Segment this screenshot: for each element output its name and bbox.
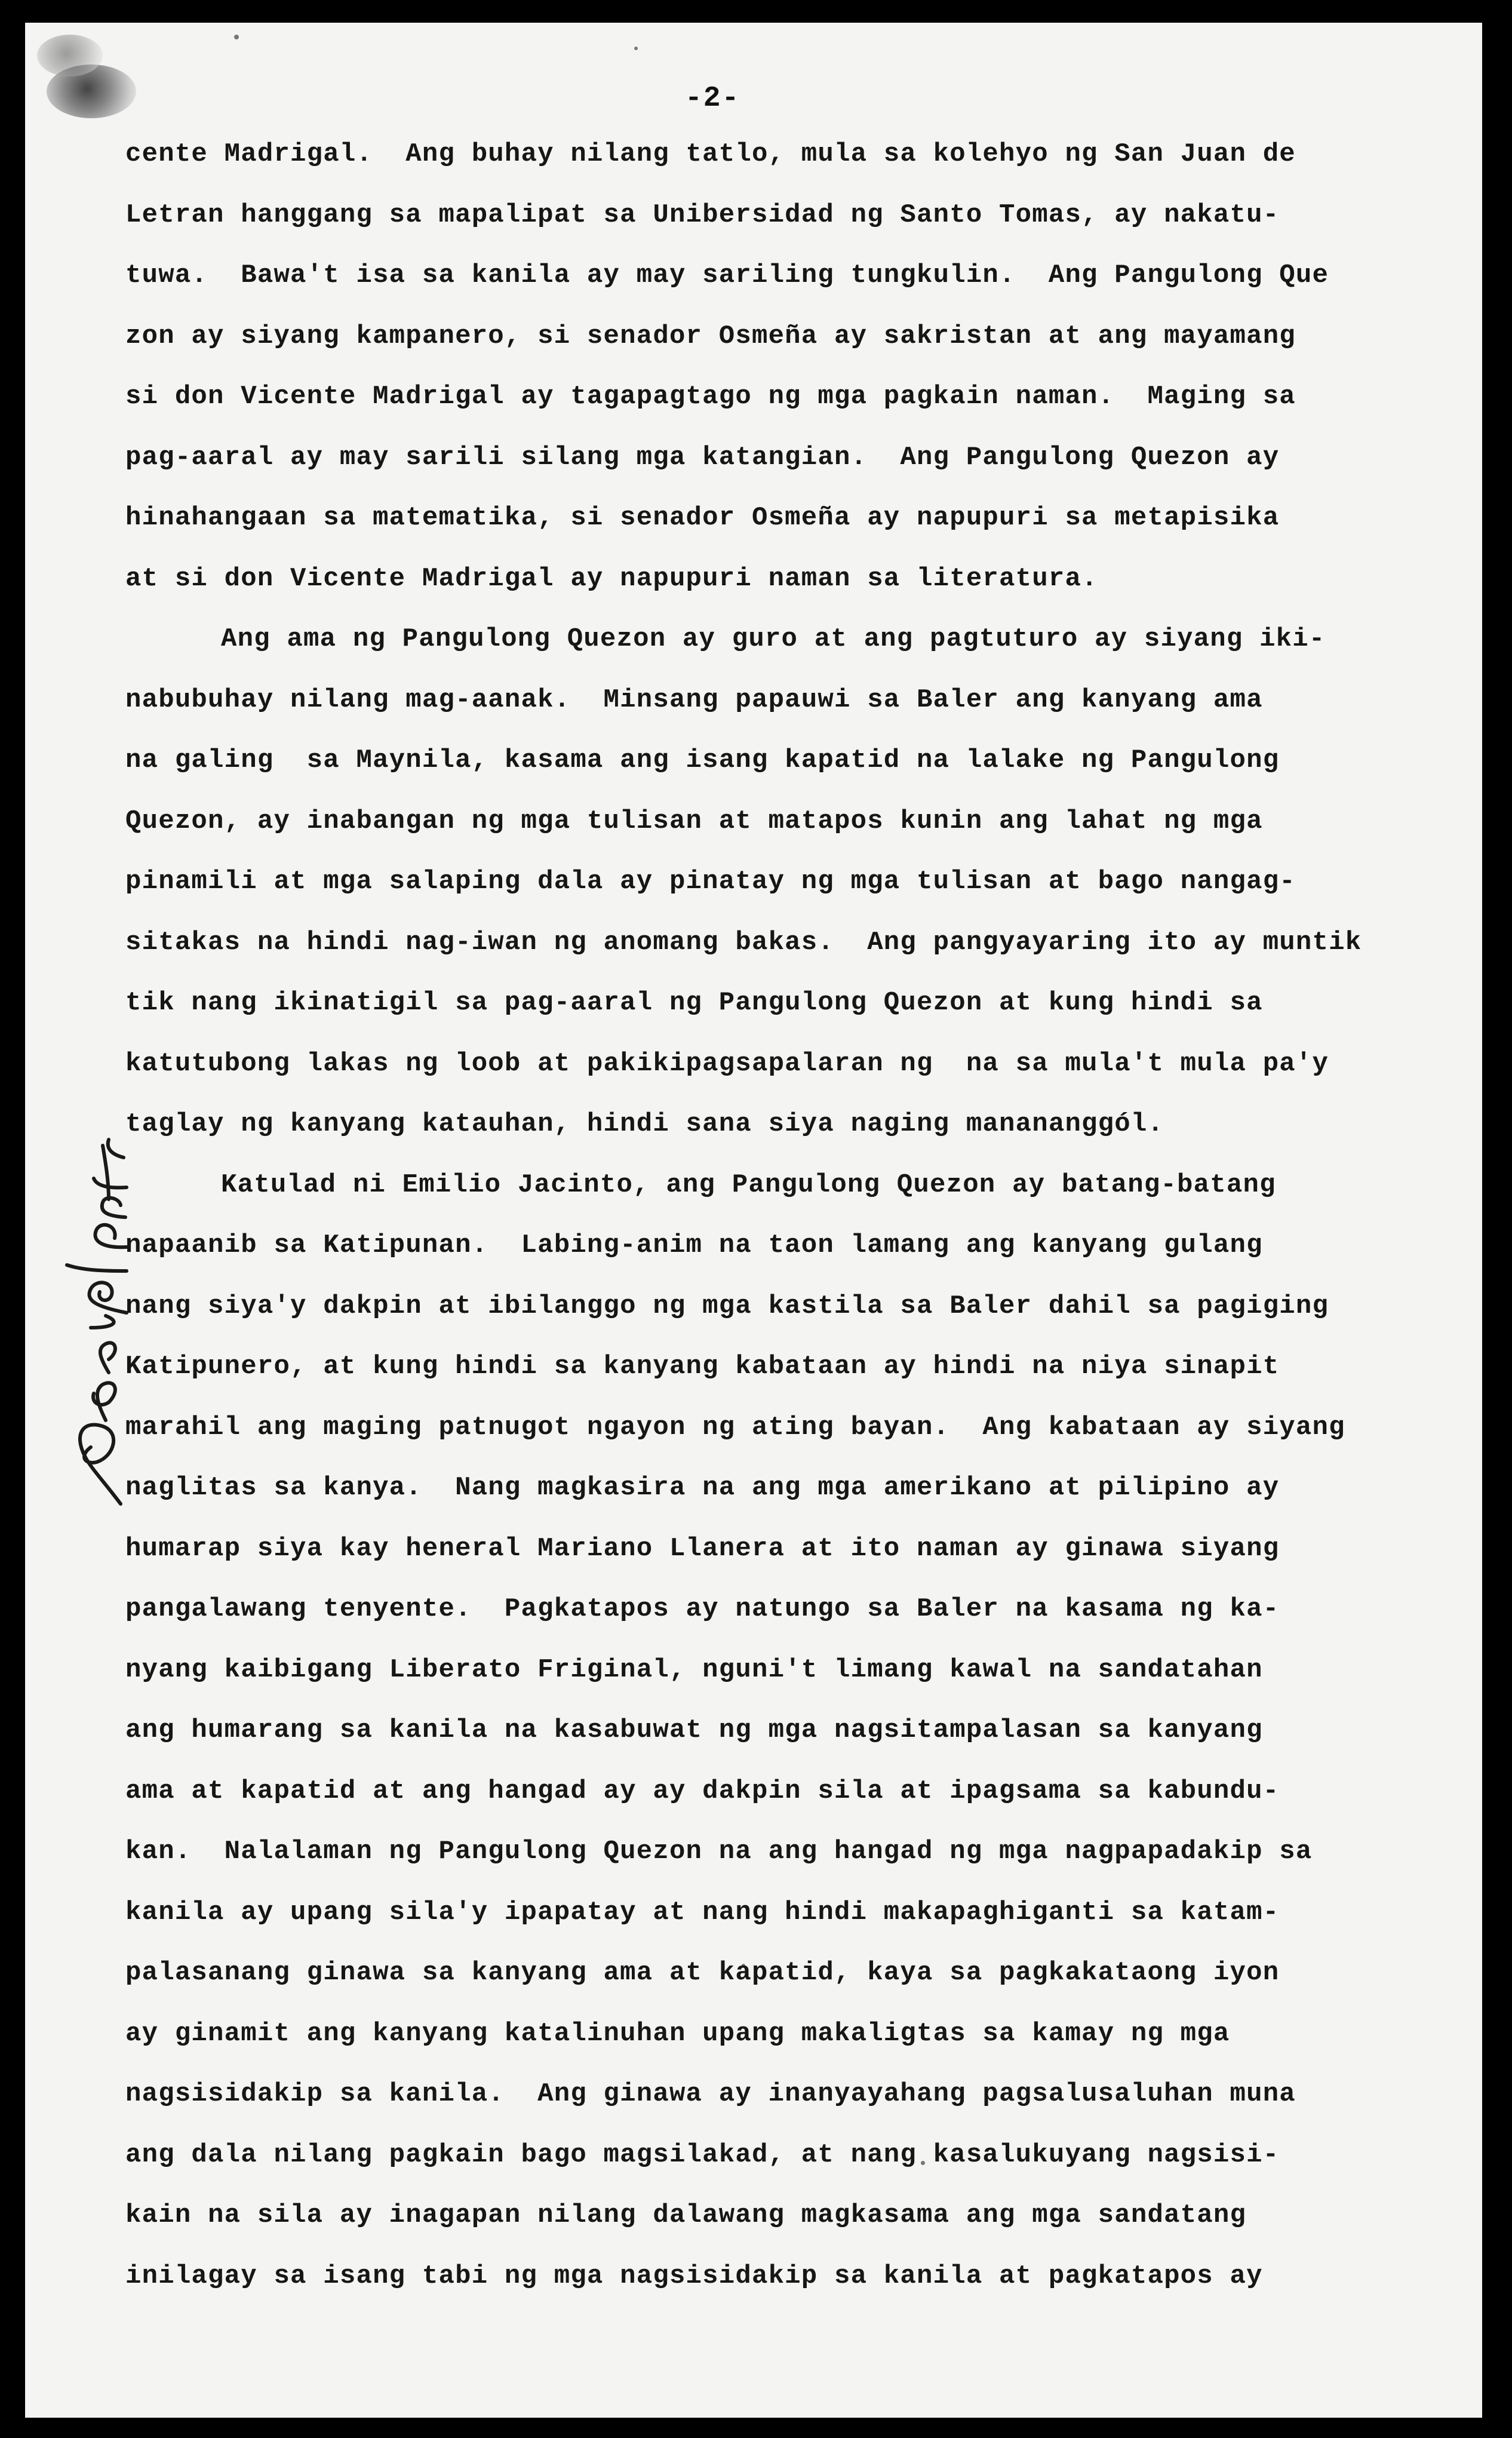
text-line: inilagay sa isang tabi ng mga nagsisidakip sa kanila at pagkatapos ay	[125, 2261, 1263, 2291]
text-line: taglay ng kanyang katauhan, hindi sana siya naging manananggól.	[125, 1109, 1164, 1139]
text-line: Katulad ni Emilio Jacinto, ang Pangulong Quezon ay batang-batang	[221, 1169, 1276, 1200]
text-line: palasanang ginawa sa kanyang ama at kapatid, kaya sa pagkakataong iyon	[125, 1958, 1280, 1988]
text-line: pinamili at mga salaping dala ay pinatay ng mga tulisan at bago nangag-	[125, 867, 1296, 896]
document-page	[25, 23, 1482, 2418]
text-line: hinahangaan sa matematika, si senador Osmeña ay napupuri sa metapisika	[125, 503, 1280, 533]
text-line: nagsisidakip sa kanila. Ang ginawa ay inanyayahang pagsalusaluhan muna	[125, 2079, 1296, 2109]
text-line: marahil ang maging patnugot ngayon ng ating bayan. Ang kabataan ay siyang	[125, 1412, 1345, 1442]
text-line: kan. Nalalaman ng Pangulong Quezon na ang hangad ng mga nagpapadakip sa	[125, 1837, 1313, 1866]
text-line: napaanib sa Katipunan. Labing-anim na taon lamang ang kanyang gulang	[125, 1230, 1263, 1260]
text-line: ama at kapatid at ang hangad ay ay dakpin sila at ipagsama sa kabundu-	[125, 1776, 1280, 1806]
text-line: pag-aaral ay may sarili silang mga katangian. Ang Pangulong Quezon ay	[125, 442, 1280, 472]
text-line: si don Vicente Madrigal ay tagapagtago ng mga pagkain naman. Maging sa	[125, 382, 1296, 412]
text-line: nyang kaibigang Liberato Friginal, nguni't limang kawal na sandatahan	[125, 1654, 1263, 1685]
text-line: tik nang ikinatigil sa pag-aaral ng Pangulong Quezon at kung hindi sa	[125, 988, 1263, 1018]
text-line: humarap siya kay heneral Mariano Llanera at ito naman ay ginawa siyang	[125, 1533, 1280, 1564]
text-line: tuwa. Bawa't isa sa kanila ay may sariling tungkulin. Ang Pangulong Que	[125, 260, 1329, 290]
text-line: Letran hanggang sa mapalipat sa Unibersidad ng Santo Tomas, ay nakatu-	[125, 199, 1280, 230]
text-line: ang dala nilang pagkain bago magsilakad, at nang kasalukuyang nagsisi-	[125, 2139, 1280, 2170]
text-line: nang siya'y dakpin at ibilanggo ng mga kastila sa Baler dahil sa pagiging	[125, 1291, 1329, 1321]
text-line: na galing sa Maynila, kasama ang isang kapatid na lalake ng Pangulong	[125, 745, 1280, 775]
page-number: -2-	[685, 82, 740, 115]
text-line: at si don Vicente Madrigal ay napupuri naman sa literatura.	[125, 563, 1098, 594]
text-line: nabubuhay nilang mag-aanak. Minsang papauwi sa Baler ang kanyang ama	[125, 684, 1263, 715]
paper-speck	[634, 47, 638, 50]
text-line: pangalawang tenyente. Pagkatapos ay natungo sa Baler na kasama ng ka-	[125, 1594, 1280, 1624]
text-line: Quezon, ay inabangan ng mga tulisan at matapos kunin ang lahat ng mga	[125, 806, 1263, 836]
text-line: cente Madrigal. Ang buhay nilang tatlo, mula sa kolehyo ng San Juan de	[125, 139, 1296, 169]
text-line: kain na sila ay inagapan nilang dalawang magkasama ang mga sandatang	[125, 2200, 1247, 2230]
punch-hole-shadow	[37, 35, 103, 76]
text-line: naglitas sa kanya. Nang magkasira na ang mga amerikano at pilipino ay	[125, 1473, 1280, 1503]
handwritten-signature	[49, 1122, 145, 1510]
text-line: Katipunero, at kung hindi sa kanyang kabataan ay hindi na niya sinapit	[125, 1352, 1280, 1381]
text-line: ang humarang sa kanila na kasabuwat ng mga nagsitampalasan sa kanyang	[125, 1715, 1263, 1745]
text-line: zon ay siyang kampanero, si senador Osmeña ay sakristan at ang mayamang	[125, 321, 1296, 351]
text-line: ay ginamit ang kanyang katalinuhan upang makaligtas sa kamay ng mga	[125, 2018, 1230, 2049]
paper-speck	[234, 35, 239, 39]
text-line: sitakas na hindi nag-iwan ng anomang bakas. Ang pangyayaring ito ay muntik	[125, 927, 1362, 957]
text-line: Ang ama ng Pangulong Quezon ay guro at ang pagtuturo ay siyang iki-	[221, 624, 1326, 654]
text-line: kanila ay upang sila'y ipapatay at nang hindi makapaghiganti sa katam-	[125, 1897, 1280, 1927]
text-line: katutubong lakas ng loob at pakikipagsapalaran ng na sa mula't mula pa'y	[125, 1048, 1329, 1079]
